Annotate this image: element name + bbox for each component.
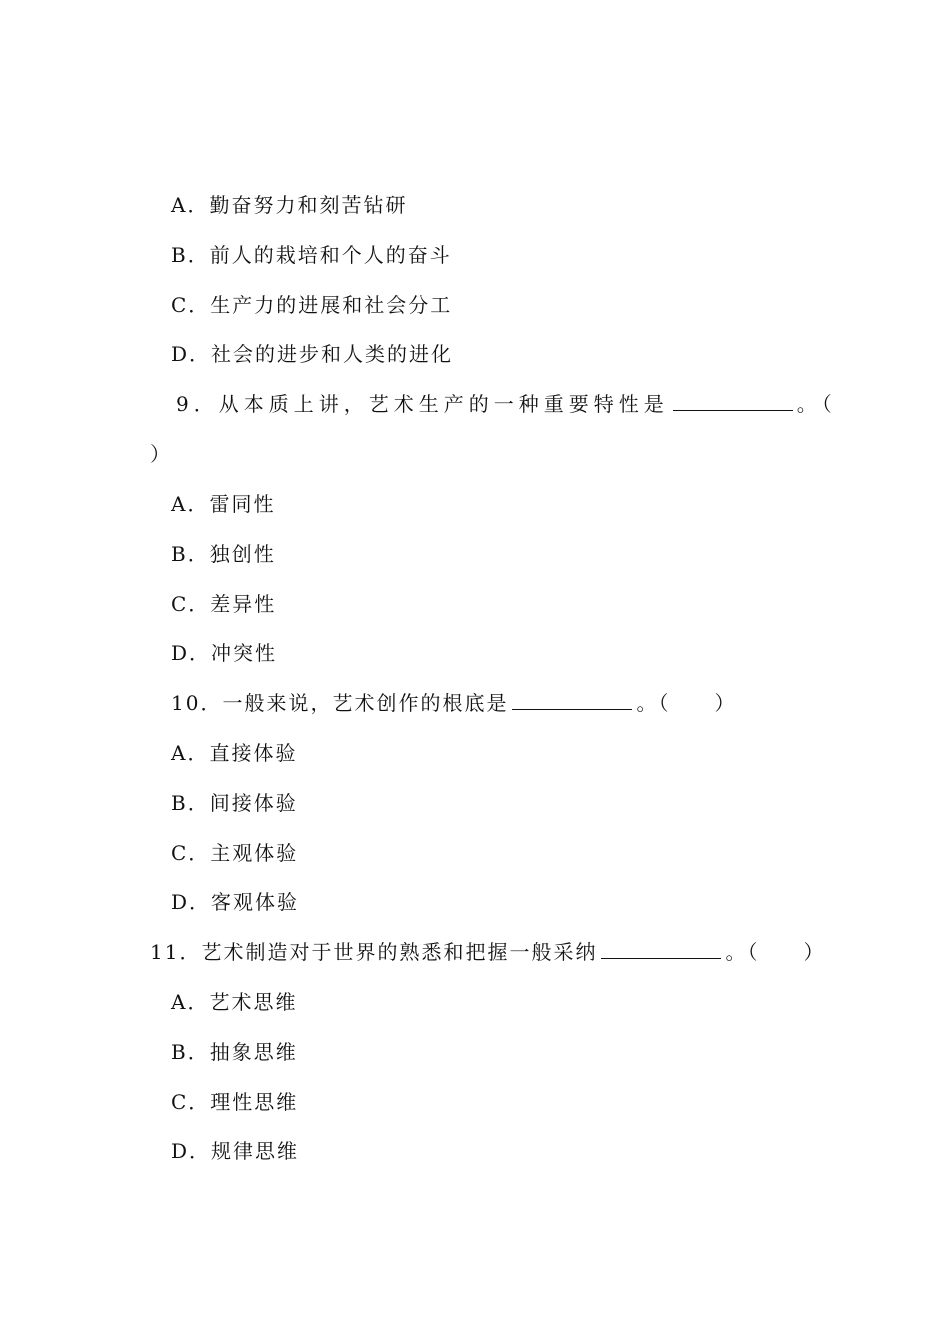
q11-option-d: D．规律思维 xyxy=(171,1139,300,1163)
q11-option-b: B．抽象思维 xyxy=(171,1040,298,1064)
q9-stem xyxy=(176,390,837,418)
q11-stem xyxy=(150,938,825,966)
q11-answer-blank xyxy=(601,938,721,959)
q10-stem-end: 。（ ） xyxy=(636,691,737,715)
q9-option-d: D．冲突性 xyxy=(171,641,278,665)
q8-option-c: C．生产力的进展和社会分工 xyxy=(171,293,453,317)
q9-option-c: C．差异性 xyxy=(171,592,277,616)
q11-option-a: A．艺术思维 xyxy=(171,990,298,1014)
q10-option-d: D．客观体验 xyxy=(171,890,300,914)
q10-stem xyxy=(171,689,736,717)
q8-option-a: A．勤奋努力和刻苦钻研 xyxy=(171,193,408,217)
q9-stem-text: 9．从本质上讲，艺术生产的一种重要特性是 xyxy=(176,392,669,416)
q10-option-c: C．主观体验 xyxy=(171,841,299,865)
q10-answer-blank xyxy=(512,689,632,710)
q9-option-b: B．独创性 xyxy=(171,542,276,566)
q10-option-a: A．直接体验 xyxy=(171,741,298,765)
q11-stem-end: 。（ ） xyxy=(725,940,826,964)
q9-stem-end: 。（ xyxy=(796,392,837,416)
q10-option-b: B．间接体验 xyxy=(171,791,298,815)
q9-option-a: A．雷同性 xyxy=(171,492,276,516)
q8-option-b: B．前人的栽培和个人的奋斗 xyxy=(171,243,452,267)
q9-stem-tail: ） xyxy=(150,442,172,466)
q11-option-c: C．理性思维 xyxy=(171,1090,299,1114)
q8-option-d: D．社会的进步和人类的进化 xyxy=(171,342,454,366)
q10-stem-text: 10．一般来说，艺术创作的根底是 xyxy=(171,691,509,715)
q9-answer-blank xyxy=(673,390,793,411)
q11-stem-text: 11．艺术制造对于世界的熟悉和把握一般采纳 xyxy=(150,940,598,964)
